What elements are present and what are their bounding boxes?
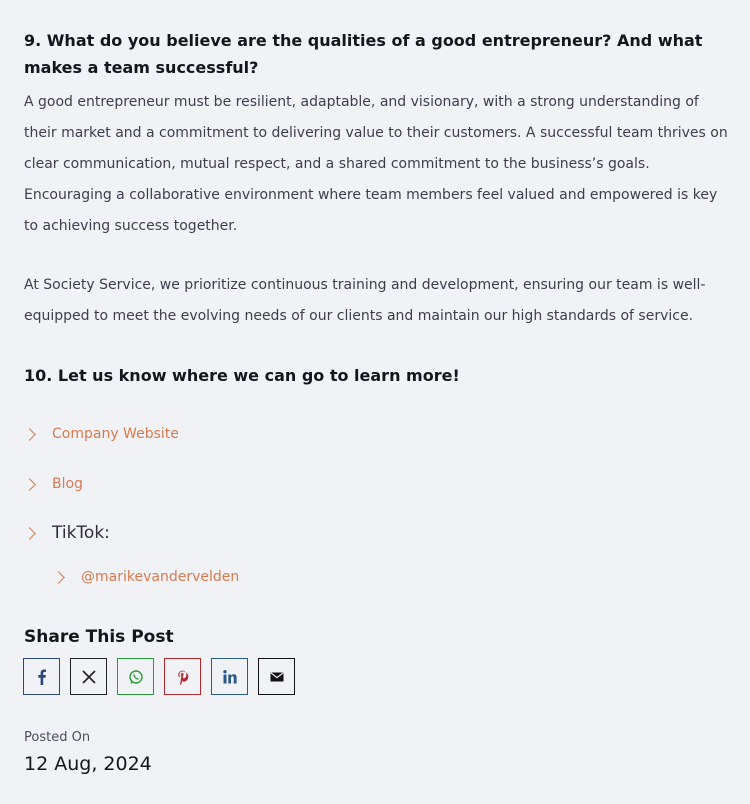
share-facebook-button[interactable] — [23, 658, 60, 695]
chevron-right-icon — [23, 527, 36, 540]
list-item-tiktok-handle — [54, 567, 239, 587]
share-buttons — [23, 658, 295, 695]
email-icon — [269, 669, 285, 685]
x-icon — [81, 669, 97, 685]
pinterest-icon — [175, 669, 191, 685]
list-item-blog — [25, 474, 83, 494]
chevron-right-icon — [23, 428, 36, 441]
share-linkedin-button[interactable] — [211, 658, 248, 695]
share-title: Share This Post — [24, 627, 174, 647]
facebook-icon — [34, 669, 50, 685]
share-pinterest-button[interactable] — [164, 658, 201, 695]
linkedin-icon — [222, 669, 238, 685]
question-10-heading: 10. Let us know where we can go to learn more! — [24, 366, 460, 385]
share-x-button[interactable] — [70, 658, 107, 695]
posted-date: 12 Aug, 2024 — [24, 753, 152, 775]
list-item-company-website — [25, 424, 179, 444]
posted-on-label: Posted On — [24, 730, 91, 745]
question-9-heading: 9. What do you believe are the qualities of a good entrepreneur? And what makes a team successful? — [24, 31, 703, 77]
question-9-answer-paragraph-1: A good entrepreneur must be resilient, adaptable, and visionary, with a strong understanding of their market and a commitment to delivering value to their customers. A successful team thrives on clear communication, mutual respect, and a shared commitment to the business’s goals. Encouraging a collaborative environment where team members feel valued and empowered is key to achieving success together. — [24, 94, 728, 234]
company-website-link[interactable]: Company Website — [52, 426, 179, 442]
chevron-right-icon — [23, 478, 36, 491]
blog-link[interactable]: Blog — [52, 476, 83, 492]
list-item-tiktok — [25, 523, 110, 543]
chevron-right-icon — [52, 571, 65, 584]
share-email-button[interactable] — [258, 658, 295, 695]
whatsapp-icon — [128, 669, 144, 685]
question-9-answer-paragraph-2: At Society Service, we prioritize continuous training and development, ensuring our team is well-equipped to meet the evolving needs of our clients and maintain our high standards of service. — [24, 277, 706, 324]
tiktok-handle-link[interactable]: @marikevandervelden — [81, 569, 240, 585]
share-whatsapp-button[interactable] — [117, 658, 154, 695]
tiktok-label: TikTok: — [52, 523, 110, 543]
